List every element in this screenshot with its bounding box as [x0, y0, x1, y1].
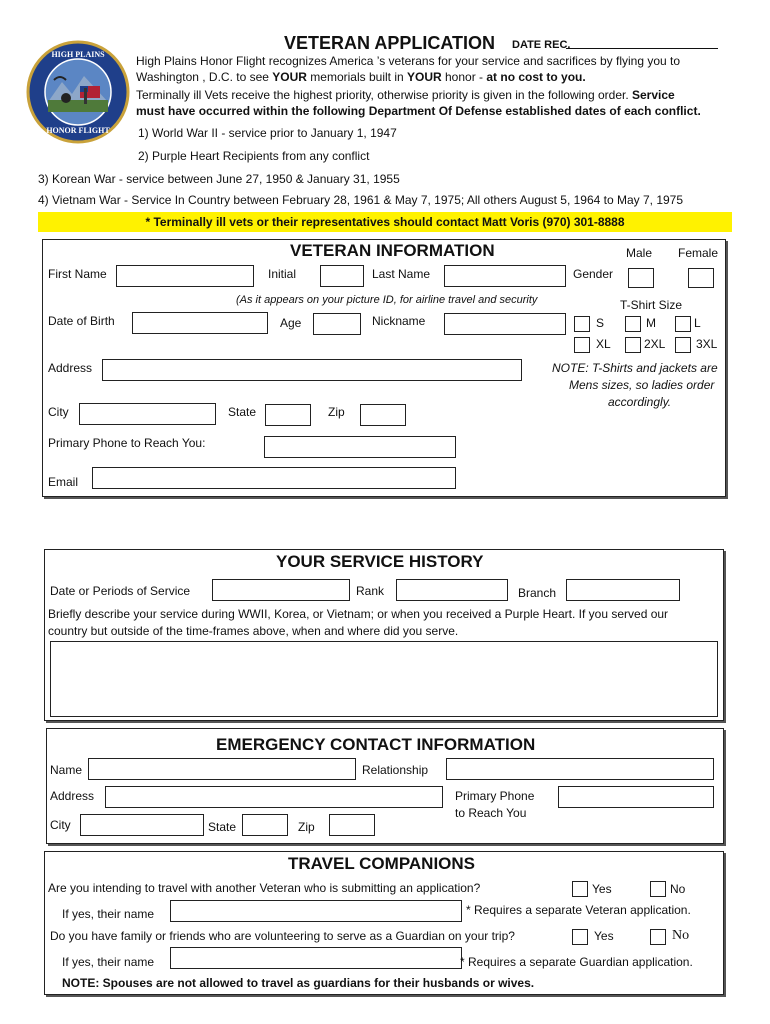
emergency-state-label: State	[208, 820, 237, 834]
q2-yes-label: Yes	[594, 929, 614, 943]
emergency-phone-label-2: to Reach You	[455, 806, 527, 820]
tshirt-size-label: T-Shirt Size	[620, 298, 683, 312]
zip-input[interactable]	[360, 404, 406, 426]
emergency-city-input[interactable]	[80, 814, 204, 836]
state-label: State	[228, 405, 257, 419]
relationship-label: Relationship	[362, 763, 429, 777]
veteran-info-heading: VETERAN INFORMATION	[290, 241, 495, 260]
describe-line-1: Briefly describe your service during WWII, Korea, or Vietnam; or when you received a Purple Heart. If you served our	[48, 607, 669, 621]
city-label: City	[48, 405, 69, 419]
dates-of-service-label: Date or Periods of Service	[50, 584, 191, 598]
priority-3: 3) Korean War - service between June 27, 1950 & January 31, 1955	[38, 172, 400, 186]
picture-id-note: (As it appears on your picture ID, for airline travel and security	[236, 294, 538, 306]
logo	[26, 40, 130, 144]
logo-text-bottom: HONOR FLIGHT	[46, 126, 110, 135]
priority-1: 1) World War II - service prior to January 1, 1947	[138, 126, 397, 140]
email-input[interactable]	[92, 467, 456, 489]
emergency-zip-input[interactable]	[329, 814, 375, 836]
relationship-input[interactable]	[446, 758, 714, 780]
age-input[interactable]	[313, 313, 361, 335]
tshirt-note-3: accordingly.	[608, 395, 672, 409]
q1-yes-label: Yes	[592, 882, 612, 896]
zip-label: Zip	[328, 405, 345, 419]
companion-guardian-name-input[interactable]	[170, 947, 462, 969]
q2-no-label: No	[672, 928, 690, 943]
veteran-name-label: If yes, their name	[62, 907, 155, 921]
emergency-address-label: Address	[50, 789, 95, 803]
size-3xl-checkbox[interactable]	[675, 337, 691, 353]
service-history-heading: YOUR SERVICE HISTORY	[276, 552, 484, 571]
intro-line-1: High Plains Honor Flight recognizes America ’s veterans for your service and sacrifices by flying you to	[136, 54, 681, 68]
dates-of-service-input[interactable]	[212, 579, 350, 601]
gender-label: Gender	[573, 267, 614, 281]
primary-phone-label: Primary Phone to Reach You:	[48, 436, 206, 450]
emergency-state-input[interactable]	[242, 814, 288, 836]
branch-label: Branch	[518, 586, 557, 600]
last-name-input[interactable]	[444, 265, 566, 287]
size-l-label: L	[694, 316, 701, 330]
size-xl-checkbox[interactable]	[574, 337, 590, 353]
size-s-checkbox[interactable]	[574, 316, 590, 332]
age-label: Age	[280, 316, 302, 330]
guardian-name-label: If yes, their name	[62, 955, 155, 969]
nickname-label: Nickname	[372, 314, 426, 328]
date-rec-label: DATE REC.	[512, 39, 571, 51]
q2-text: Do you have family or friends who are volunteering to serve as a Guardian on your trip?	[50, 929, 515, 943]
state-input[interactable]	[265, 404, 311, 426]
intro-line-4: must have occurred within the following Department Of Defense established dates of each conflict.	[136, 104, 701, 118]
emergency-city-label: City	[50, 818, 71, 832]
emergency-name-label: Name	[50, 763, 83, 777]
last-name-label: Last Name	[372, 267, 431, 281]
q2-yes-checkbox[interactable]	[572, 929, 588, 945]
email-label: Email	[48, 475, 79, 489]
emergency-name-input[interactable]	[88, 758, 356, 780]
req-veteran-note: * Requires a separate Veteran application.	[466, 903, 691, 917]
size-m-label: M	[646, 316, 656, 330]
first-name-input[interactable]	[116, 265, 254, 287]
rank-label: Rank	[356, 584, 385, 598]
companion-veteran-name-input[interactable]	[170, 900, 462, 922]
address-label: Address	[48, 361, 93, 375]
initial-label: Initial	[268, 267, 297, 281]
initial-input[interactable]	[320, 265, 364, 287]
tshirt-note-2: Mens sizes, so ladies order	[569, 378, 715, 392]
size-2xl-checkbox[interactable]	[625, 337, 641, 353]
tshirt-note-1: NOTE: T-Shirts and jackets are	[552, 361, 718, 375]
city-input[interactable]	[79, 403, 216, 425]
describe-line-2: country but outside of the time-frames above, when and where did you serve.	[48, 624, 459, 638]
q1-no-label: No	[670, 882, 686, 896]
priority-4: 4) Vietnam War - Service In Country between February 28, 1961 & May 7, 1975; All others August 5, 1964 to May 7, 1975	[38, 193, 684, 207]
address-input[interactable]	[102, 359, 522, 381]
female-label: Female	[678, 246, 719, 260]
q1-yes-checkbox[interactable]	[572, 881, 588, 897]
q1-no-checkbox[interactable]	[650, 881, 666, 897]
terminal-banner: * Terminally ill vets or their representatives should contact Matt Voris (970) 301-8888	[38, 212, 732, 232]
q2-no-checkbox[interactable]	[650, 929, 666, 945]
male-checkbox[interactable]	[628, 268, 654, 288]
first-name-label: First Name	[48, 267, 107, 281]
male-label: Male	[626, 246, 653, 260]
branch-input[interactable]	[566, 579, 680, 601]
date-of-birth-label: Date of Birth	[48, 314, 115, 328]
intro-line-3: Terminally ill Vets receive the highest priority, otherwise priority is given in the following order. Service	[136, 88, 675, 102]
priority-2: 2) Purple Heart Recipients from any conflict	[138, 149, 370, 163]
spouse-note: NOTE: Spouses are not allowed to travel as guardians for their husbands or wives.	[62, 976, 535, 990]
intro-line-2: Washington , D.C. to see YOUR memorials built in YOUR honor - at no cost to you.	[136, 70, 586, 84]
date-of-birth-input[interactable]	[132, 312, 268, 334]
size-s-label: S	[596, 316, 605, 330]
size-l-checkbox[interactable]	[675, 316, 691, 332]
size-xl-label: XL	[596, 337, 611, 351]
emergency-zip-label: Zip	[298, 820, 315, 834]
req-guardian-note: * Requires a separate Guardian application.	[460, 955, 693, 969]
size-m-checkbox[interactable]	[625, 316, 641, 332]
emergency-contact-heading: EMERGENCY CONTACT INFORMATION	[216, 735, 536, 754]
emergency-phone-label-1: Primary Phone	[455, 789, 535, 803]
travel-companions-heading: TRAVEL COMPANIONS	[288, 854, 476, 873]
rank-input[interactable]	[396, 579, 508, 601]
q1-text: Are you intending to travel with another Veteran who is submitting an application?	[48, 881, 481, 895]
size-3xl-label: 3XL	[696, 337, 718, 351]
date-rec-line[interactable]	[566, 48, 718, 49]
logo-text-top: HIGH PLAINS	[51, 50, 105, 59]
size-2xl-label: 2XL	[644, 337, 666, 351]
primary-phone-input[interactable]	[264, 436, 456, 458]
emergency-phone-input[interactable]	[558, 786, 714, 808]
emergency-address-input[interactable]	[105, 786, 443, 808]
nickname-input[interactable]	[444, 313, 566, 335]
female-checkbox[interactable]	[688, 268, 714, 288]
page-title: VETERAN APPLICATION	[284, 33, 496, 53]
service-description-textarea[interactable]	[50, 641, 718, 717]
